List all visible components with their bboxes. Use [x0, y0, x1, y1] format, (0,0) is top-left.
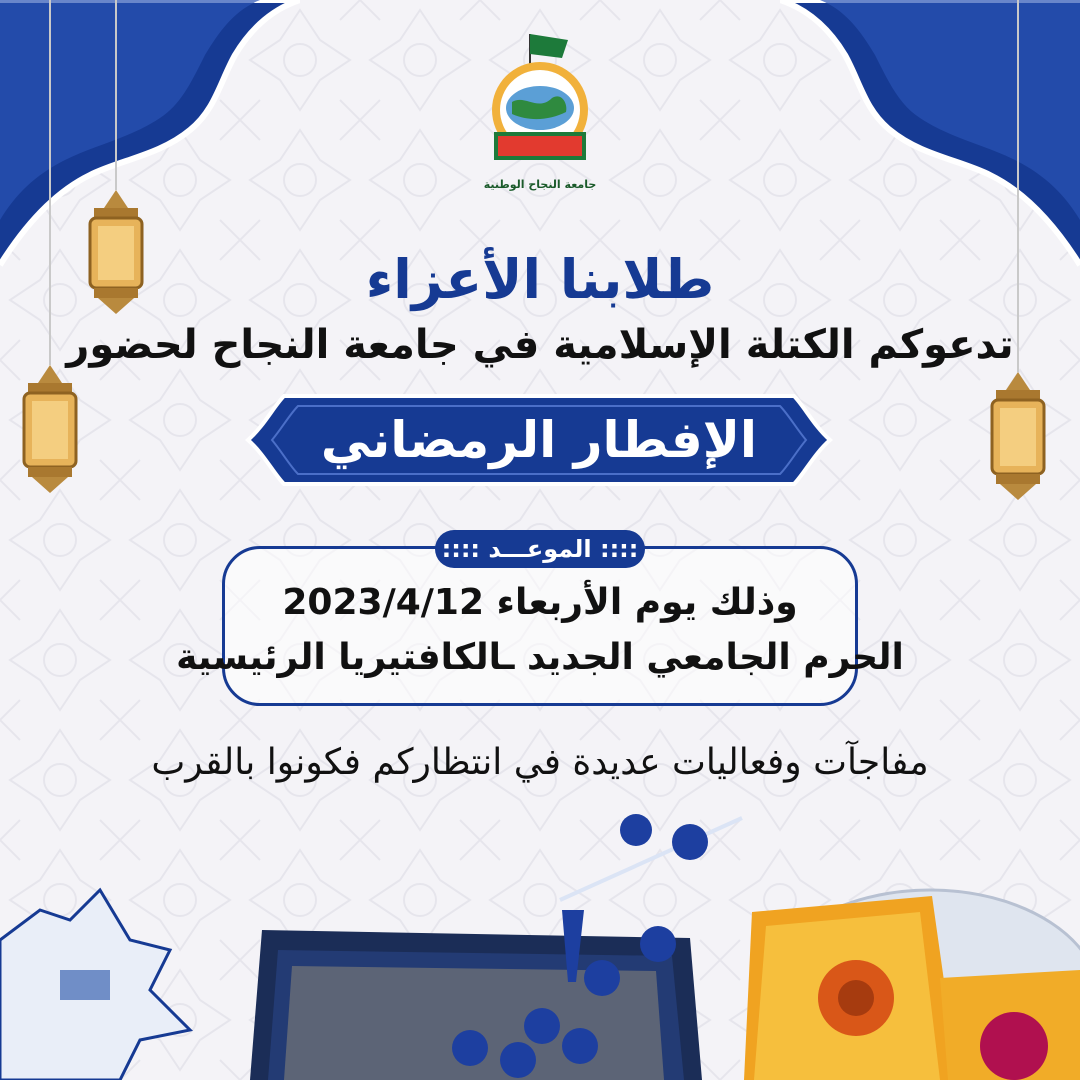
islamic-bloc-emblem-icon	[470, 24, 610, 184]
event-title: الإفطار الرمضاني	[320, 411, 758, 469]
star-dish-icon	[0, 890, 190, 1080]
appointment-box	[222, 546, 858, 706]
closing-line: مفاجآت وفعاليات عديدة في انتظاركم فكونوا بالقرب	[151, 742, 929, 783]
ramadan-dessert-icon	[744, 890, 1080, 1080]
bottom-decor	[0, 800, 1080, 1080]
logo-caption: جامعة النجاح الوطنية	[483, 178, 597, 191]
appointment-label: :::: الموعـــد ::::	[435, 530, 645, 568]
logo-emblem	[470, 24, 610, 184]
invitation-text: تدعوكم الكتلة الإسلامية في جامعة النجاح لحضور	[66, 322, 1014, 368]
location-line: الحرم الجامعي الجديد ـالكافتيريا الرئيسية	[176, 637, 904, 678]
date-line: وذلك يوم الأربعاء 2023/4/12	[282, 582, 798, 623]
greeting-title: طلابنا الأعزاء	[365, 248, 715, 311]
